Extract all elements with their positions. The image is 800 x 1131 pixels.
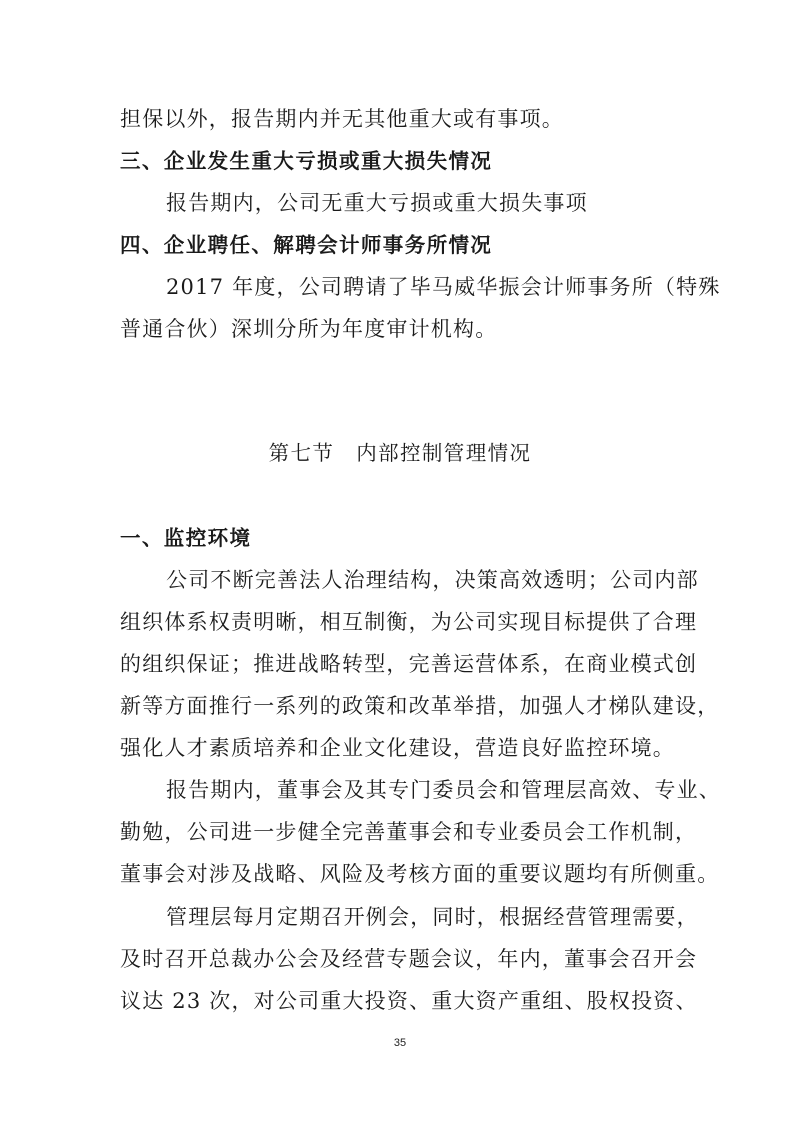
body-text-line: 公司不断完善法人治理结构，决策高效透明；公司内部 (166, 568, 699, 592)
body-text-line: 2017 年度，公司聘请了毕马威华振会计师事务所（特殊 (166, 275, 721, 299)
body-text-line: 强化人才素质培养和企业文化建设，营造良好监控环境。 (120, 736, 675, 760)
body-text-line: 普通合伙）深圳分所为年度审计机构。 (120, 317, 498, 341)
body-text-line: 议达 23 次，对公司重大投资、重大资产重组、股权投资、 (120, 989, 698, 1013)
body-text-line: 的组织保证；推进战略转型，完善运营体系，在商业模式创 (120, 652, 698, 676)
body-text-line: 及时召开总裁办公会及经营专题会议，年内，董事会召开会 (120, 947, 698, 971)
body-text-line: 组织体系权责明晰，相互制衡，为公司实现目标提供了合理 (120, 610, 698, 634)
body-text-line: 勤勉，公司进一步健全完善董事会和专业委员会工作机制， (120, 820, 698, 844)
subsection-heading-3: 三、企业发生重大亏损或重大损失情况 (120, 149, 493, 173)
body-text-line: 管理层每月定期召开例会，同时，根据经营管理需要， (166, 905, 699, 929)
section-title: 第七节 内部控制管理情况 (268, 441, 532, 465)
body-text-line: 董事会对涉及战略、风险及考核方面的重要议题均有所侧重。 (120, 862, 720, 886)
body-text-line: 新等方面推行一系列的政策和改革举措，加强人才梯队建设， (120, 694, 720, 718)
section-heading: 一、监控环境 (120, 526, 252, 550)
body-text-line: 担保以外，报告期内并无其他重大或有事项。 (120, 107, 564, 131)
subsection-heading-4: 四、企业聘任、解聘会计师事务所情况 (120, 233, 493, 257)
body-text-line: 报告期内，董事会及其专门委员会和管理层高效、专业、 (166, 778, 721, 802)
body-text-line: 报告期内，公司无重大亏损或重大损失事项 (166, 191, 588, 215)
page-number: 35 (393, 1037, 407, 1049)
